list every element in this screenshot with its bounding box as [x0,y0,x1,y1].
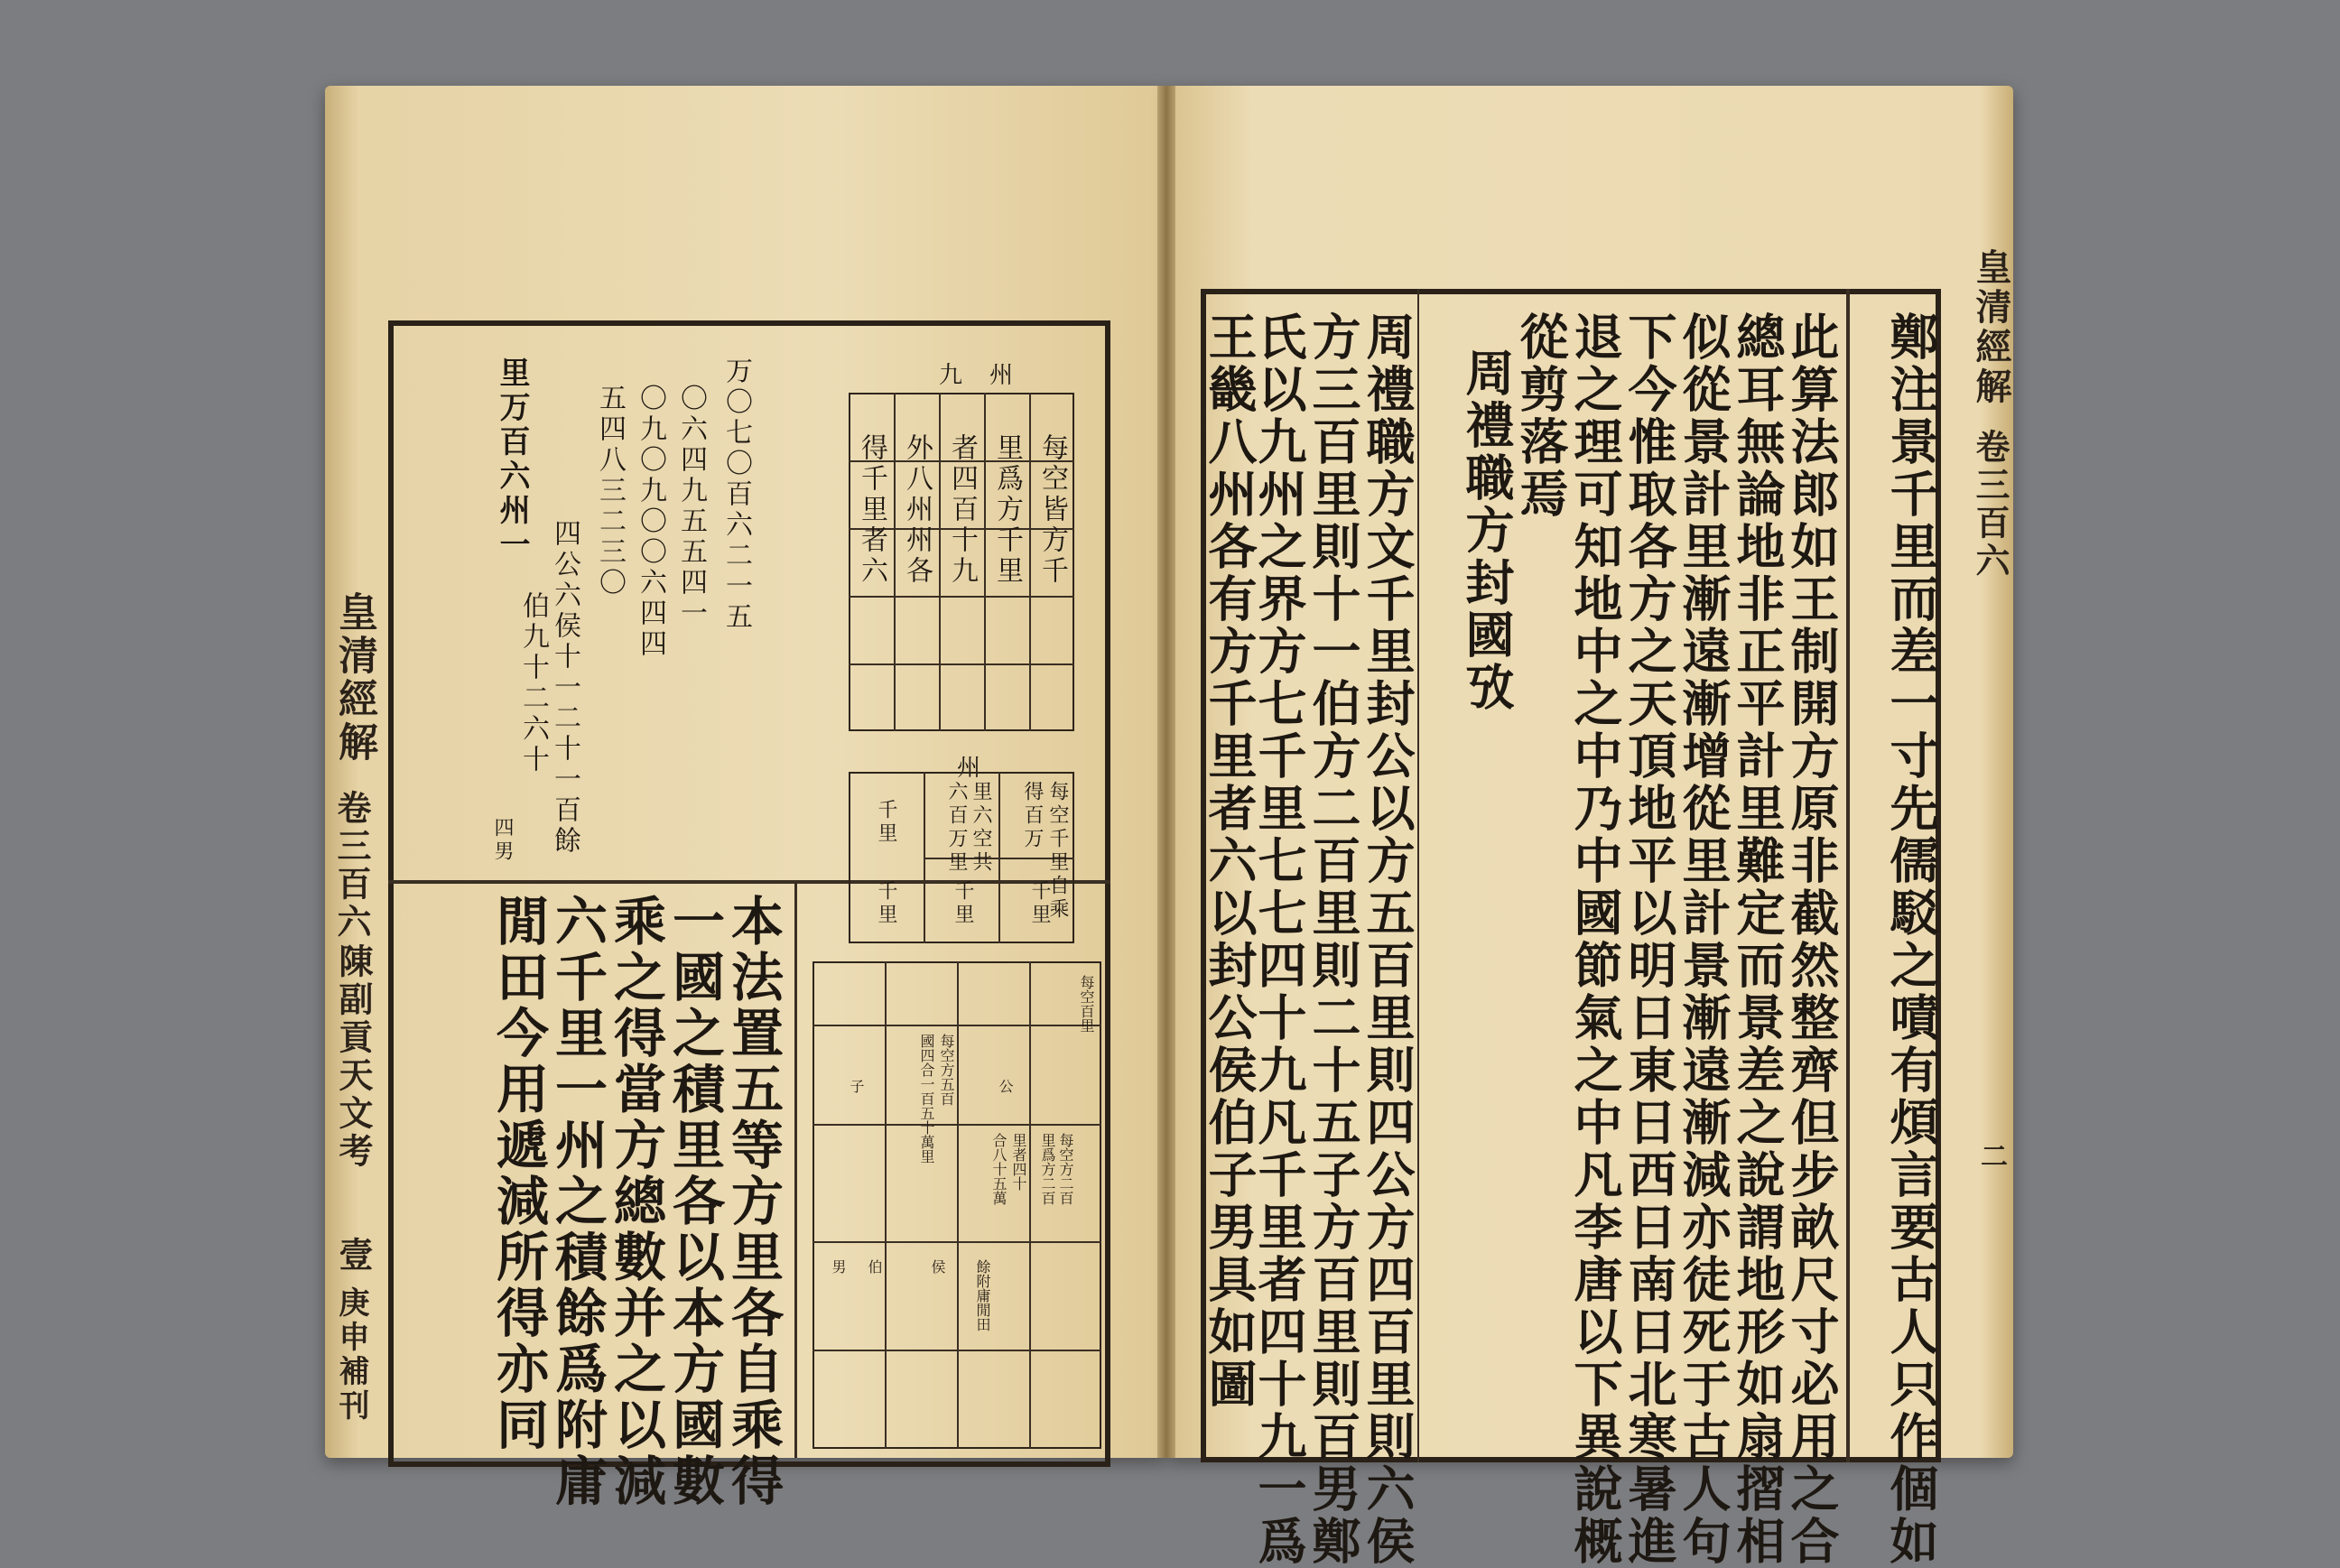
left-body-col: 一國之積里各以本方國數 [664,894,725,1509]
small-table-col: 公 [997,1079,1014,1093]
small-table-col: 每空方二百 [1057,1133,1074,1205]
numeric-col: 五四八三二三〇 [594,384,626,598]
small-table-col: 合八十五萬 [990,1133,1008,1205]
numeric-col: 四男 [491,817,514,864]
right-margin-title: 皇清經解 [1970,248,2012,407]
right-body-col: 此算法郎如王制開方原非截然整齊但步畝尺寸必用之合 [1783,311,1841,1568]
numeric-col: 〇九〇九〇〇六四四 [635,384,666,660]
nine-zhou-grid-title: 九州 [939,362,1041,389]
left-margin-page: 壹 [333,1237,374,1275]
nine-grid-col: 外八州州各 [901,433,933,587]
right-body-col: 鄭注景千里而差一寸先儒駁之嘖有煩言要古人只作個如 [1882,311,1940,1568]
right-body-col: 王畿八州各有方千里者六以封公侯伯子男具如圖 [1201,311,1258,1411]
right-body-col: 氏以九州之界方七千里七七四十九凡千里者四十九一爲 [1250,311,1308,1568]
zhou-grid-header: 里六空共 [970,781,992,875]
small-table-title: 每空百里 [1078,975,1095,1033]
zhou-grid-cell: 千里 [1028,880,1051,927]
small-table-col: 侯 [929,1259,946,1274]
nine-grid-col: 者四百十九 [946,433,978,587]
left-margin-title: 皇清經解 [331,591,377,765]
right-body-col: 從剪落焉 [1512,311,1570,521]
left-body-col: 乘之得當方總數并之以減 [605,894,666,1509]
numeric-col: 里万百六州一 [494,357,530,562]
nine-grid-col: 得千里者六 [856,433,887,587]
left-body-col: 六千里一州之積餘爲附庸 [546,894,608,1509]
zhou-grid-title: 州 [957,755,981,782]
small-table-col: 里爲方二百 [1039,1133,1056,1205]
right-body-col: 方三百里則十一伯方二百里則二十五子方百里則百男鄭 [1305,311,1362,1568]
numeric-col: 四公六侯十一二十一百餘 [549,519,580,857]
left-margin-publisher: 庚申補刊 [333,1286,369,1424]
left-body-col: 閒田今用遞減所得亦同 [488,894,549,1453]
small-table-col: 每空方五百 [938,1034,955,1106]
left-margin-volume: 卷三百六 [331,790,372,942]
right-section-heading: 周禮職方封國攷 [1458,348,1516,714]
zhou-grid-header: 每空千里自乘 [1046,781,1069,922]
nine-grid-col: 每空皆方千 [1036,433,1068,587]
small-table-col: 男 [830,1259,847,1274]
right-margin-page: 二 [1975,1142,2007,1173]
right-body-col: 總耳無論地非正平計里難定而景差之說謂地形如扇摺相 [1729,311,1787,1568]
nine-grid-col: 里爲方千里 [991,433,1023,587]
small-table-col: 子 [848,1079,865,1093]
right-body-col: 退之理可知地中之中乃中國節氣之中凡李唐以下異說概 [1566,311,1624,1568]
small-table-col: 伯 [866,1259,883,1274]
left-margin-author: 陳副貢天文考 [333,943,374,1171]
right-body-col: 周禮職方文千里封公以方五百里則四公方四百里則六侯 [1359,311,1416,1568]
right-body-col: 下今惟取各方之天頂地平以明日東日西日南日北寒暑進 [1620,311,1678,1568]
small-table-col: 國四合一百五十萬里 [918,1034,935,1164]
right-margin-volume: 卷三百六 [1970,429,2010,580]
small-table-col: 里者四十 [1010,1133,1027,1191]
small-table-col: 餘附庸閒田 [974,1259,991,1331]
book-gutter [1157,86,1175,1458]
numeric-col: 万〇七〇百六二一五 [720,357,752,633]
zhou-grid-cell: 千里 [875,799,897,846]
zhou-grid-cell: 千里 [952,880,974,927]
right-body-col: 似從景計里漸遠漸增從里計景漸遠漸減亦徒死于古人句 [1675,311,1732,1568]
zhou-grid-header: 六百万里 [945,781,968,875]
open-book [325,86,2013,1568]
zhou-grid-cell: 千里 [875,880,897,927]
zhou-grid-header: 得百万 [1021,781,1044,851]
numeric-col: 〇六四九五五四一 [675,384,707,629]
left-body-col: 本法置五等方里各自乘得 [722,894,784,1509]
numeric-col: 伯九十二六十 [517,591,549,775]
